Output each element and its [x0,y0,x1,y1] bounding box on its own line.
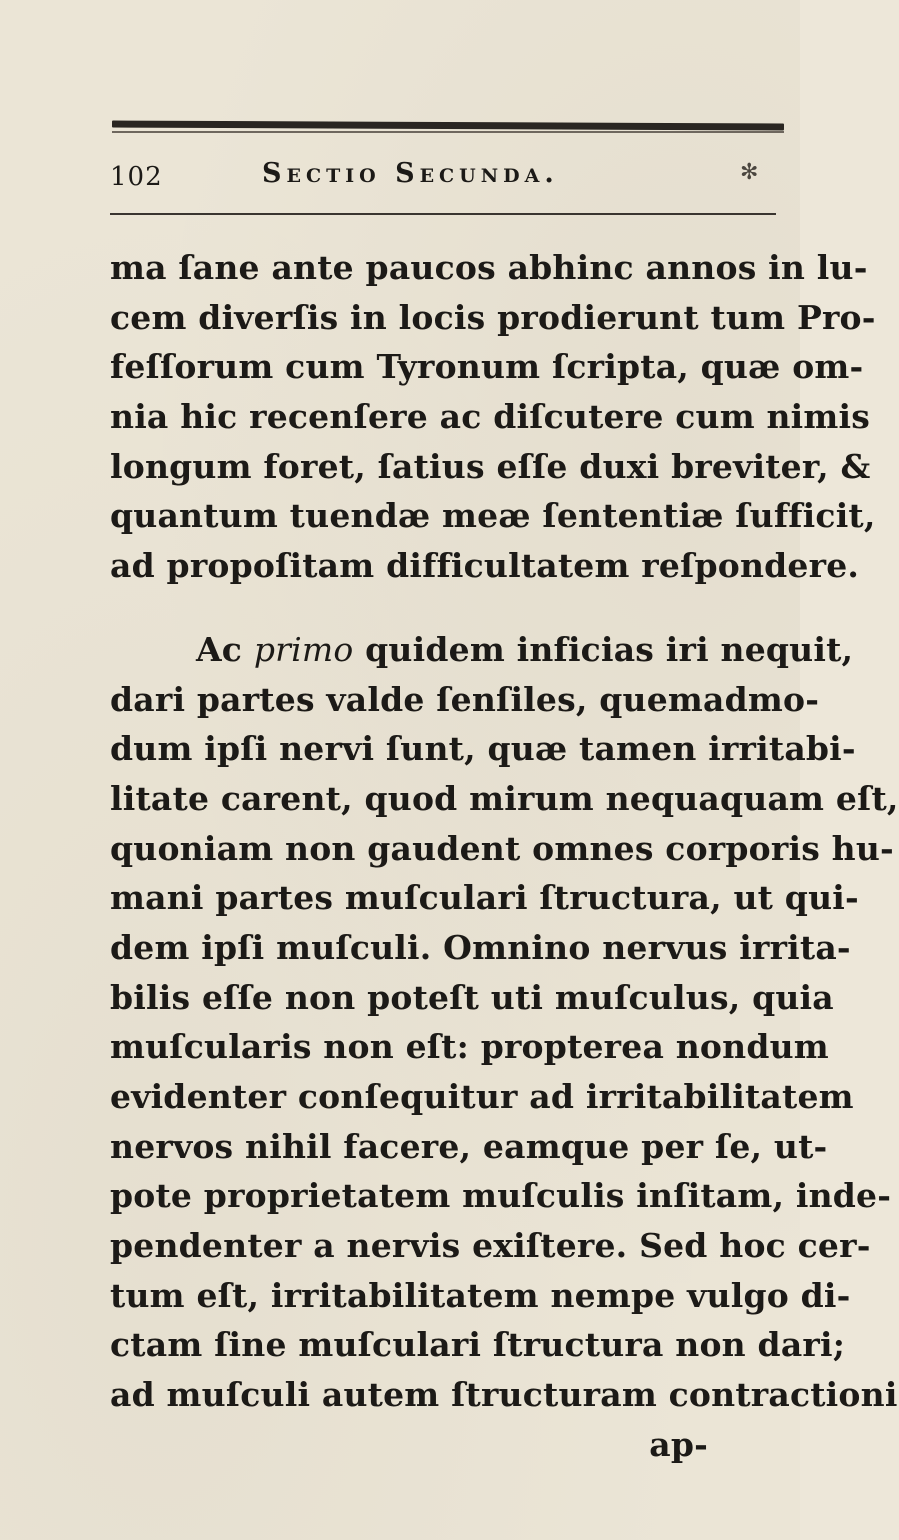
text-line: nervos nihil facere, eamque per ſe, ut- [110,1126,828,1166]
text-line: dum ipſi nervi ſunt, quæ tamen irritabi- [110,729,856,769]
top-thin-rule [112,131,784,133]
text-line: nia hic recenſere ac diſcutere cum nimis [110,397,871,437]
text-line: longum foret, ſatius eſſe duxi breviter, & [110,446,871,486]
text-line: pote proprietatem muſculis inſitam, inde- [110,1176,892,1216]
page-header [110,158,780,198]
text-line: pendenter a nervis exiſtere. Sed hoc cer- [110,1226,871,1266]
text-line: evidenter conſequitur ad irritabilitatem [110,1077,854,1116]
paragraph-1 [110,243,876,591]
catchword: ap- [649,1424,708,1464]
page-number: 102 [110,162,163,192]
paragraph-2 [110,625,899,1420]
body-text [110,243,899,1470]
text-line: feſſorum cum Tyronum ſcripta, quæ om- [110,347,864,387]
text-line: quantum tuendæ meæ ſententiæ ſufficit, [110,496,876,536]
text-line: mani partes muſculari ſtructura, ut qui- [110,878,859,918]
printer-ornament-icon: ✻ [740,160,759,185]
opening-word: Ac [196,629,243,669]
first-line-rest: quidem inficias iri nequit, [365,629,854,669]
text-line: dem ipſi muſculi. Omnino nervus irrita- [110,927,851,967]
header-rule [110,213,776,215]
text-line: ma ſane ante paucos abhinc annos in lu- [110,248,868,287]
text-line: litate carent, quod mirum nequaquam eſt, [110,778,899,818]
paragraph-first-line [110,625,854,675]
text-line: cem diverſis in locis prodierunt tum Pro- [110,297,876,337]
text-line: bilis eſſe non poteſt uti muſculus, quia [110,977,834,1017]
top-decorative-rule [112,121,784,131]
text-line: ad propoſitam difficultatem reſpondere. [110,546,860,586]
italic-word: primo [253,629,354,669]
text-line: dari partes valde ſenſiles, quemadmo- [110,679,820,719]
text-line: muſcularis non eſt: propterea nondum [110,1027,829,1067]
paragraph-gap [110,591,780,625]
text-line: tum eſt, irritabilitatem nempe vulgo di- [110,1275,851,1315]
running-head: Sectio Secunda. [262,158,559,189]
text-line: ctam ſine muſculari ſtructura non dari; [110,1325,846,1365]
text-line: ad muſculi autem ſtructuram contractioni [110,1375,898,1415]
text-line: quoniam non gaudent omnes corporis hu- [110,828,894,868]
